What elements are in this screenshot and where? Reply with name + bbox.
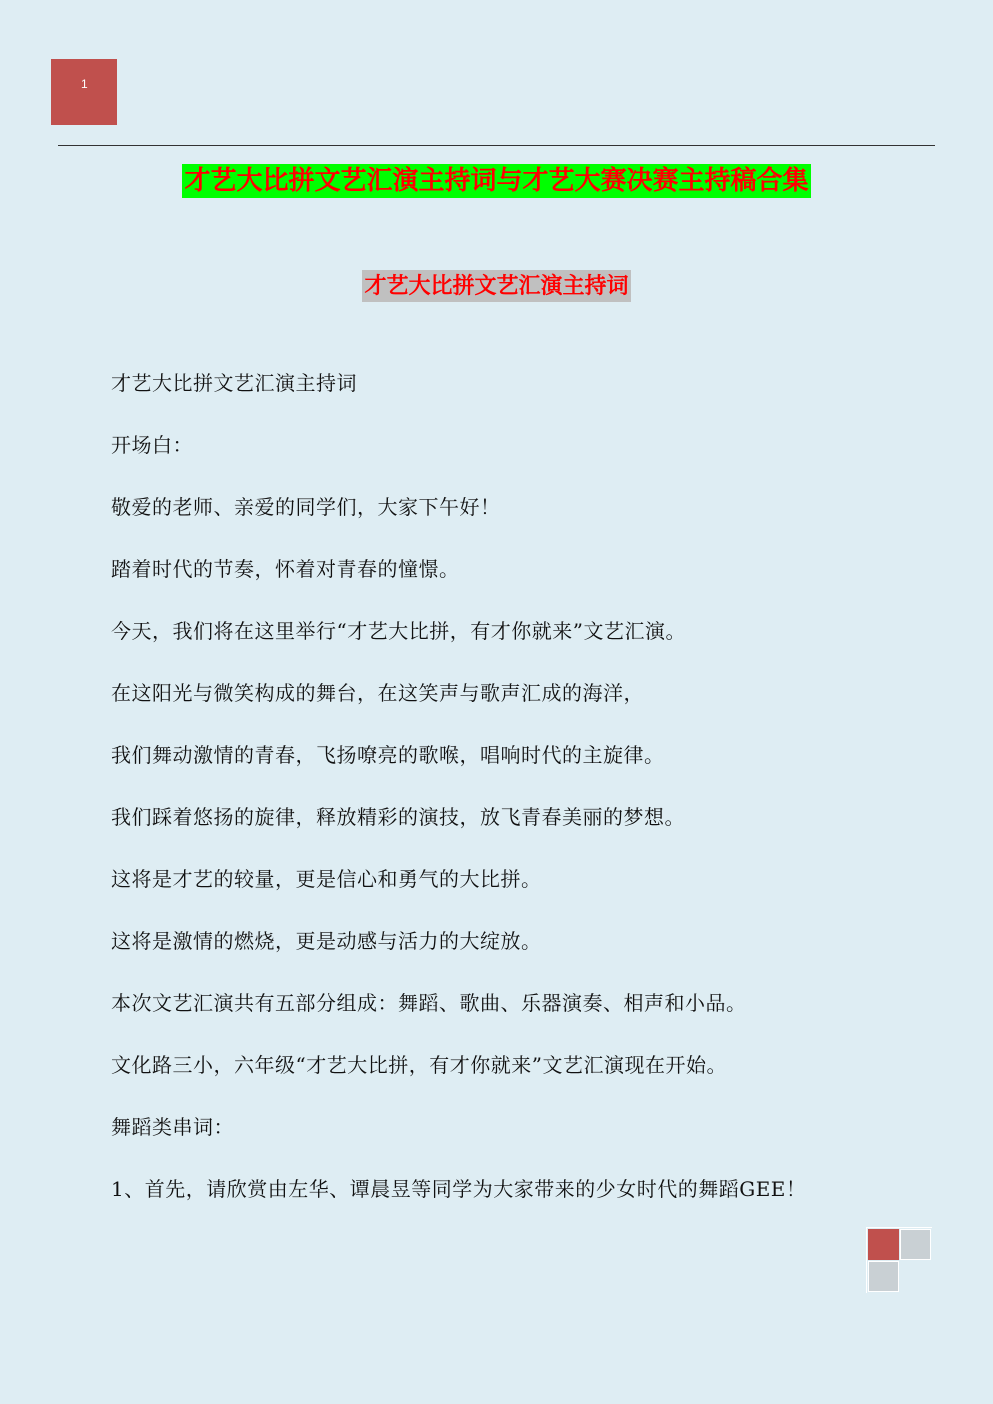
paragraph: 舞蹈类串词： bbox=[111, 1115, 234, 1139]
body-text bbox=[111, 366, 911, 1234]
main-title-wrap bbox=[0, 164, 993, 198]
corner-decoration-gray-square bbox=[900, 1229, 931, 1260]
paragraph: 本次文艺汇演共有五部分组成：舞蹈、歌曲、乐器演奏、相声和小品。 bbox=[111, 991, 747, 1015]
paragraph: 这将是才艺的较量，更是信心和勇气的大比拼。 bbox=[111, 867, 542, 891]
paragraph: 在这阳光与微笑构成的舞台，在这笑声与歌声汇成的海洋， bbox=[111, 681, 644, 705]
header-rule bbox=[58, 145, 935, 146]
sub-title: 才艺大比拼文艺汇演主持词 bbox=[362, 270, 630, 302]
paragraph: 踏着时代的节奏，怀着对青春的憧憬。 bbox=[111, 557, 460, 581]
main-title: 才艺大比拼文艺汇演主持词与才艺大赛决赛主持稿合集 bbox=[184, 166, 809, 196]
page-number: 1 bbox=[81, 77, 88, 91]
corner-decoration-red-square bbox=[868, 1229, 899, 1260]
paragraph: 1、首先，请欣赏由左华、谭晨昱等同学为大家带来的少女时代的舞蹈GEE！ bbox=[111, 1177, 807, 1201]
paragraph: 我们舞动激情的青春，飞扬嘹亮的歌喉，唱响时代的主旋律。 bbox=[111, 743, 665, 767]
paragraph: 才艺大比拼文艺汇演主持词 bbox=[111, 371, 357, 395]
paragraph: 开场白： bbox=[111, 433, 193, 457]
sub-title-wrap bbox=[0, 270, 993, 302]
paragraph: 我们踩着悠扬的旋律，释放精彩的演技，放飞青春美丽的梦想。 bbox=[111, 805, 685, 829]
paragraph: 这将是激情的燃烧，更是动感与活力的大绽放。 bbox=[111, 929, 542, 953]
page-number-box bbox=[51, 59, 117, 125]
corner-decoration-gray-square bbox=[868, 1261, 899, 1292]
paragraph: 敬爱的老师、亲爱的同学们，大家下午好！ bbox=[111, 495, 501, 519]
paragraph: 文化路三小，六年级“才艺大比拼，有才你就来”文艺汇演现在开始。 bbox=[111, 1053, 727, 1077]
paragraph: 今天，我们将在这里举行“才艺大比拼，有才你就来”文艺汇演。 bbox=[111, 619, 686, 643]
